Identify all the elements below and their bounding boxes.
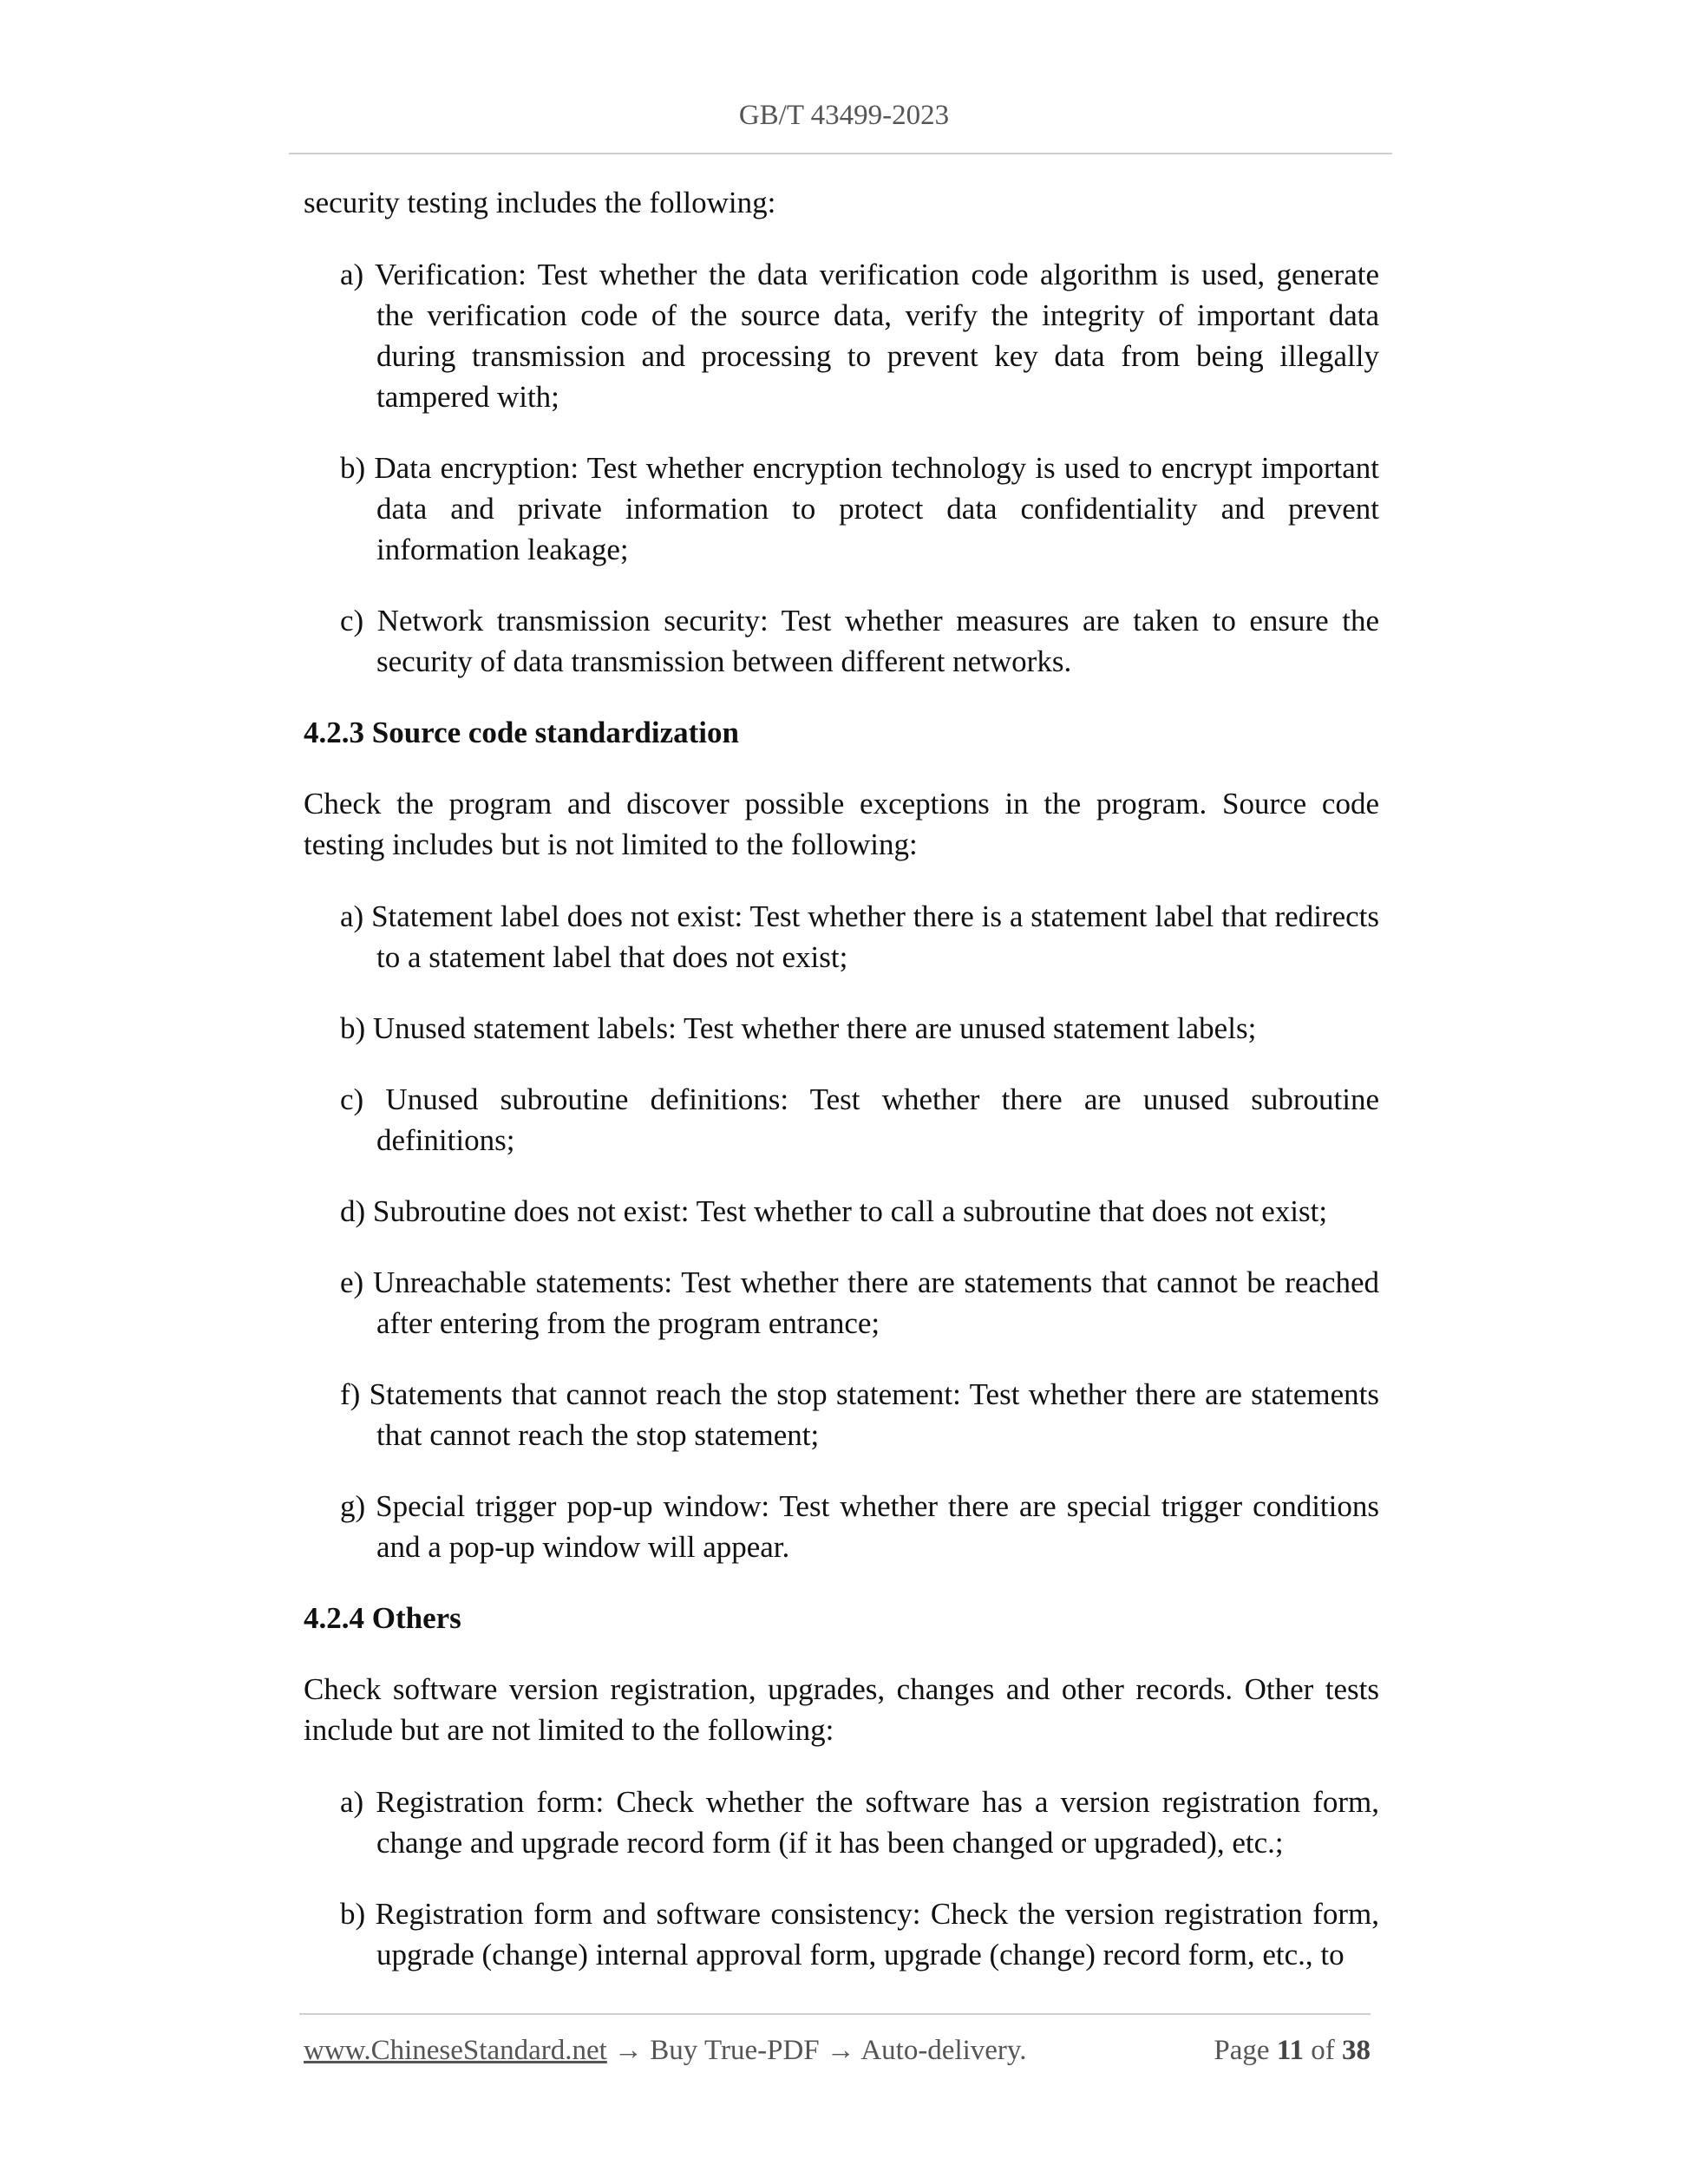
security-item-b: b) Data encryption: Test whether encryption technology is used to encrypt important data and private information to protect data confidentiality and prevent information leakage; xyxy=(340,451,1379,566)
source-code-item-g: g) Special trigger pop-up window: Test whether there are special trigger conditions and a pop-up window will appear. xyxy=(340,1489,1379,1564)
page-label: Page xyxy=(1214,2035,1270,2066)
security-item-a: a) Verification: Test whether the data verification code algorithm is used, generate the verification code of the source data, verify the integrity of important data during transmission and processing to prevent key data from being illegally tampered with; xyxy=(340,258,1379,414)
source-code-item-a: a) Statement label does not exist: Test whether there is a statement label that redirects to a statement label that does not exist; xyxy=(340,899,1379,974)
source-code-item-d: d) Subroutine does not exist: Test whether to call a subroutine that does not exist; xyxy=(340,1194,1328,1228)
security-item-c: c) Network transmission security: Test whether measures are taken to ensure the security of data transmission between different networks. xyxy=(340,604,1379,678)
total-pages: 38 xyxy=(1342,2035,1371,2066)
section-4-2-4-intro: Check software version registration, upgrades, changes and other records. Other tests include but are not limited to the following: xyxy=(304,1672,1379,1747)
section-4-2-3-intro: Check the program and discover possible exceptions in the program. Source code testing includes but is not limited to the following: xyxy=(304,787,1379,861)
buy-true-pdf-text: Buy True-PDF xyxy=(650,2035,820,2066)
current-page: 11 xyxy=(1276,2035,1304,2066)
website-link[interactable]: www.ChineseStandard.net xyxy=(304,2035,607,2066)
others-item-a: a) Registration form: Check whether the software has a version registration form, change and upgrade record form (if it has been changed or upgraded), etc.; xyxy=(340,1785,1379,1860)
footer-promo xyxy=(304,2033,1027,2068)
source-code-item-e: e) Unreachable statements: Test whether there are statements that cannot be reached after entering from the program entrance; xyxy=(340,1265,1379,1340)
auto-delivery-text: Auto-delivery. xyxy=(860,2035,1027,2066)
security-intro: security testing includes the following: xyxy=(304,186,776,219)
page-number xyxy=(1214,2033,1371,2068)
others-item-b: b) Registration form and software consistency: Check the version registration form, upgrade (change) internal approval form, upgrade (change) record form, etc., to xyxy=(340,1897,1379,1971)
source-code-item-f: f) Statements that cannot reach the stop statement: Test whether there are statements that cannot reach the stop statement; xyxy=(340,1377,1379,1452)
source-code-item-b: b) Unused statement labels: Test whether there are unused statement labels; xyxy=(340,1011,1257,1045)
header-divider xyxy=(289,153,1392,154)
arrow-right-icon: → xyxy=(826,2035,855,2066)
section-heading-4-2-4: 4.2.4 Others xyxy=(304,1601,461,1635)
page-body xyxy=(304,182,1379,2005)
section-heading-4-2-3: 4.2.3 Source code standardization xyxy=(304,716,739,749)
arrow-right-icon: → xyxy=(614,2035,644,2066)
of-label: of xyxy=(1311,2035,1335,2066)
footer-divider xyxy=(299,2013,1371,2015)
source-code-item-c: c) Unused subroutine definitions: Test whether there are unused subroutine definitions; xyxy=(340,1082,1379,1157)
page-header-doc-id: GB/T 43499-2023 xyxy=(738,100,950,131)
